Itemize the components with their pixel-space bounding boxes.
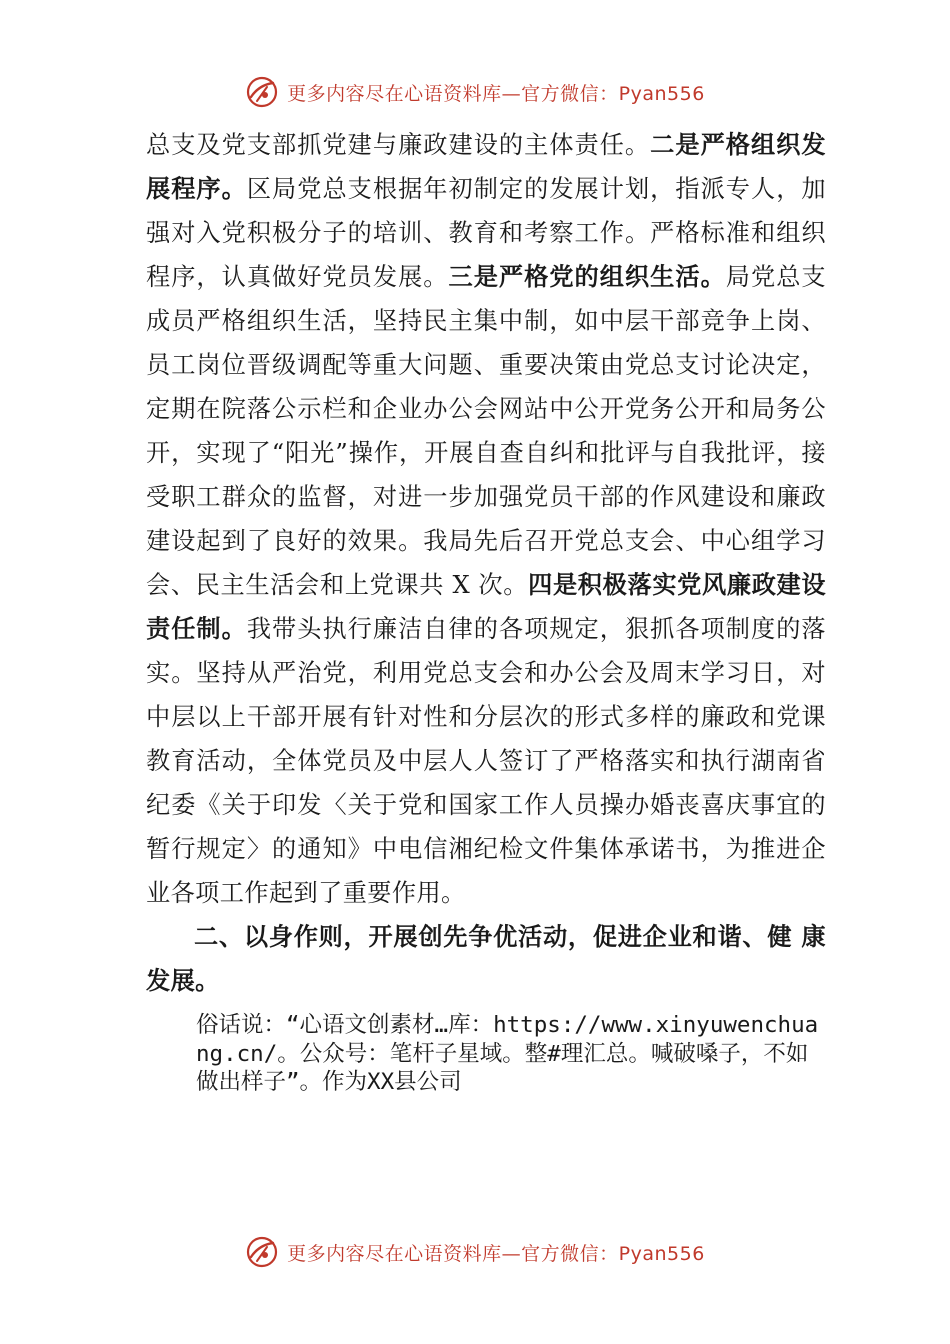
text-run: 区局党总支根据年初制定的发展计划，指派专人，加强对入党积极分子的培训、教育和考察工作。严格标准和组织程序，认真做好党员发展。 <box>146 175 827 291</box>
banner-wechat-id: Pyan556 <box>618 1242 705 1265</box>
banner-text-cn: 更多内容尽在心语资料库—官方微信： <box>287 82 619 105</box>
banner-text-cn: 更多内容尽在心语资料库—官方微信： <box>287 1242 619 1265</box>
banner-wechat-id: Pyan556 <box>618 82 705 105</box>
banner-text <box>287 79 705 106</box>
brand-logo-icon <box>245 1235 279 1269</box>
banner-text <box>287 1239 705 1266</box>
bold-point-4: 四是积极落实党风廉政建设责任制。 <box>146 571 826 643</box>
text-run: 总支及党支部抓党建与廉政建设的主体责任。 <box>146 131 651 159</box>
bold-point-3: 三是严格党的组织生活。 <box>448 263 726 291</box>
document-body <box>146 123 826 1003</box>
text-run: 局党总支成员严格组织生活，坚持民主集中制，如中层干部竞争上岗、员工岗位晋级调配等重大问题、重要决策由党总支讨论决定，定期在院落公示栏和企业办公会网站中公开党务公开和局务公开，实现了“阳光”操作，开展自查自纠和批评与自我批评，接受职工群众的监督，对进一步加强党员干部的作风建设和廉政建设起到了良好的效果。我局先后召开党总支会、中心组学习会、民主生活会和上党课共 X 次。 <box>146 263 826 599</box>
footer-banner <box>0 1230 950 1274</box>
section-heading-2: 二、以身作则，开展创先争优活动，促进企业和谐、健 康发展。 <box>146 923 826 995</box>
quote-paragraph: 俗话说：“心语文创素材…库：https://www.xinyuwenchuang.cn/。公众号：笔杆子星域。整#理汇总。喊破嗓子，不如做出样子”。作为XX县公司 <box>196 1012 819 1095</box>
paragraph-main <box>146 123 826 915</box>
bold-point-2: 二是严格组织发展程序。 <box>146 131 826 203</box>
header-banner <box>0 70 950 114</box>
brand-logo-icon <box>245 75 279 109</box>
text-run: 我带头执行廉洁自律的各项规定，狠抓各项制度的落实。坚持从严治党，利用党总支会和办公会及周末学习日，对中层以上干部开展有针对性和分层次的形式多样的廉政和党课教育活动，全体党员及中层人人签订了严格落实和执行湖南省纪委《关于印发〈关于党和国家工作人员操办婚丧喜庆事宜的暂行规定〉的通知》中电信湘纪检文件集体承诺书，为推进企业各项工作起到了重要作用。 <box>146 615 827 907</box>
